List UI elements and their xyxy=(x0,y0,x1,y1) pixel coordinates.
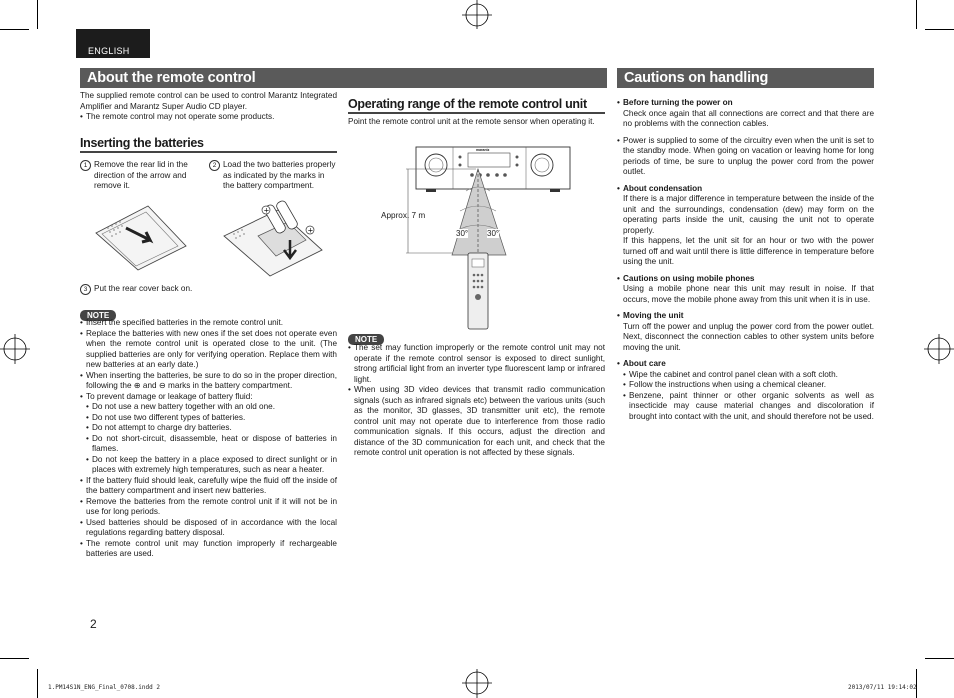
battery-notes xyxy=(80,318,337,560)
cautions-content xyxy=(617,98,874,422)
caution-body: Using a mobile phone near this unit may result in noise. If that occurs, move the mobile phone away from this unit when it is in use. xyxy=(623,284,874,304)
note-item: • Insert the specified batteries in the remote control unit. xyxy=(80,318,337,329)
step-1-number: 1 xyxy=(80,160,91,171)
battery-insert-illustration xyxy=(218,196,328,278)
page-number: 2 xyxy=(90,617,97,631)
heading-text: About condensation xyxy=(623,183,703,193)
note-item: • The set may function improperly or the remote control unit may not operate if the remote control sensor is exposed to direct sunlight, strong artificial light from an inverter type fluorescent lamp or infrared light. xyxy=(348,343,605,385)
svg-text:+: + xyxy=(263,206,270,215)
caution-heading: • About condensation xyxy=(617,183,703,193)
section-title-remote: About the remote control xyxy=(80,68,607,88)
caution-heading: • Moving the unit xyxy=(617,311,684,320)
care-item: • Wipe the cabinet and control panel clean with a soft cloth. xyxy=(623,370,874,381)
step-2-text: Load the two batteries properly as indicated by the marks in the battery compartment. xyxy=(223,160,336,190)
note-item: • If the battery fluid should leak, carefully wipe the fluid off the inside of the battery compartment and insert new batteries. xyxy=(80,476,337,497)
subnote-item: • Do not attempt to charge dry batteries. xyxy=(86,423,337,434)
note-item: • Replace the batteries with new ones if the set does not operate even when the remote control unit is operated close to the unit. (The supplied batteries are only for verifying operation. Replace them with new batteries at an early date.) xyxy=(80,329,337,371)
caution-body: If this happens, let the unit sit for an hour or two with the power turned off and wait until there is little difference in temperature before using the unit. xyxy=(623,236,874,266)
angle-left-label: 30° xyxy=(456,229,469,238)
angle-right-label: 30° xyxy=(487,229,500,238)
step-1 xyxy=(80,160,205,192)
caution-bullet: • Power is supplied to some of the circuitry even when the unit is set to the standby mode. When going on vacation or leaving home for long periods of time, be sure to unplug the power cord from the power outlet. xyxy=(617,136,874,178)
batteries-heading: Inserting the batteries xyxy=(80,136,337,153)
heading-text: About care xyxy=(623,359,666,368)
caution-heading: • Cautions on using mobile phones xyxy=(617,273,755,283)
remote-lid-illustration xyxy=(88,198,193,273)
care-item: • Follow the instructions when using a chemical cleaner. xyxy=(623,380,874,391)
step-3-number: 3 xyxy=(80,284,91,295)
operating-range-intro: Point the remote control unit at the remote sensor when operating it. xyxy=(348,117,595,126)
footer-file: 1.PM14S1N_ENG_Final_0708.indd 2 xyxy=(48,684,160,691)
remote-intro xyxy=(80,91,337,123)
caution-body: Check once again that all connections are correct and that there are no problems with the connection cables. xyxy=(623,108,874,128)
subnote-item: • Do not short-circuit, disassemble, heat or dispose of batteries in flames. xyxy=(86,434,337,455)
caution-heading: • About care xyxy=(617,359,666,368)
range-distance-label: Approx. 7 m xyxy=(381,211,426,220)
footer-timestamp: 2013/07/11 19:14:02 xyxy=(848,684,917,691)
care-item: • Benzene, paint thinner or other organic solvents as well as insecticide may cause material changes and discoloration if brought into contact with the unit, and should therefore not be used. xyxy=(623,391,874,423)
note-item: • Remove the batteries from the remote control unit if it will not be in use for long periods. xyxy=(80,497,337,518)
heading-text: Before turning the power on xyxy=(623,98,733,107)
note-label: NOTE xyxy=(348,334,384,345)
step-3-text: Put the rear cover back on. xyxy=(94,284,193,293)
svg-text:+: + xyxy=(307,226,314,235)
operating-range-heading: Operating range of the remote control unit xyxy=(348,97,605,114)
note-item: • When using 3D video devices that transmit radio communication signals (such as infrared signals etc) between the various units (such as the monitor, 3D glasses, 3D transmitter unit etc), the remote control unit may not operate due to interference from those radio communication signals. If this occurs, adjust the direction and distance of the 3D communication for each unit, and check that the remote control unit operation is not affected by these signals. xyxy=(348,385,605,459)
note-item: • When inserting the batteries, be sure to do so in the proper direction, following the ⊕ and ⊖ marks in the battery compartment. xyxy=(80,371,337,392)
heading-text: Cautions on using mobile phones xyxy=(623,273,755,283)
note-item: • To prevent damage or leakage of battery fluid: xyxy=(80,392,337,403)
subnote-item: • Do not keep the battery in a place exposed to direct sunlight or in places with extremely high temperatures, such as near a heater. xyxy=(86,455,337,476)
language-tab: ENGLISH xyxy=(76,29,150,58)
section-title-cautions: Cautions on handling xyxy=(617,68,874,88)
operating-range-diagram xyxy=(376,145,572,330)
note-item: • The remote control unit may function improperly if rechargeable batteries are used. xyxy=(80,539,337,560)
step-1-text: Remove the rear lid in the direction of the arrow and remove it. xyxy=(94,160,188,190)
step-2 xyxy=(209,160,337,192)
caution-heading: • Before turning the power on xyxy=(617,98,733,107)
device-brand: marantz xyxy=(476,148,490,152)
step-3 xyxy=(80,284,337,295)
subnote-item: • Do not use two different types of batteries. xyxy=(86,413,337,424)
step-2-number: 2 xyxy=(209,160,220,171)
remote-intro-text: The supplied remote control can be used to control Marantz Integrated Amplifier and Marantz Super Audio CD player. xyxy=(80,91,337,111)
caution-body: Turn off the power and unplug the power cord from the power outlet. Next, disconnect the connection cables to other system units before moving the unit. xyxy=(623,321,874,352)
caution-body: If there is a major difference in temperature between the inside of the unit and the surroundings, condensation (dew) may form on the operating parts inside the unit, causing the unit not to operate properly. xyxy=(623,194,874,235)
note-label: NOTE xyxy=(80,310,116,321)
note-item: • Used batteries should be disposed of in accordance with the local regulations regarding battery disposal. xyxy=(80,518,337,539)
range-notes xyxy=(348,343,605,459)
heading-text: Moving the unit xyxy=(623,311,684,320)
subnote-item: • Do not use a new battery together with an old one. xyxy=(86,402,337,413)
remote-intro-bullet: • The remote control may not operate some products. xyxy=(80,112,337,123)
